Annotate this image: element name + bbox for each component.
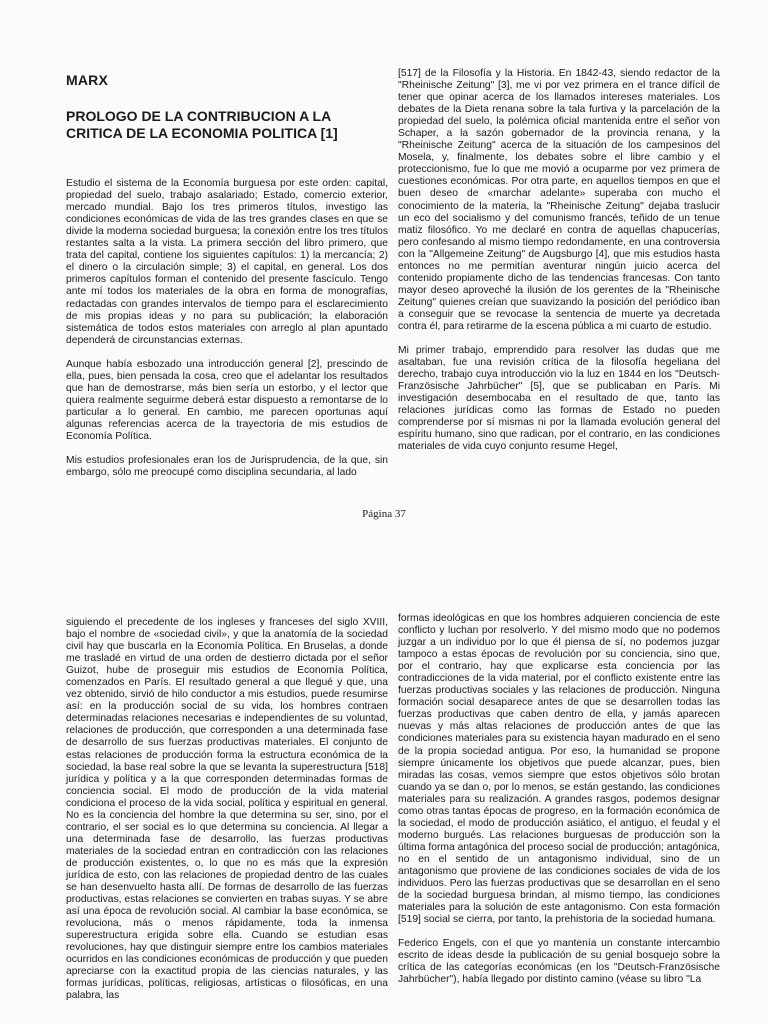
paragraph: Mi primer trabajo, emprendido para resolver las dudas que me asaltaban, fue una revisión crítica de la filosofía hegeliana del derecho, trabajo cuya introducción vio la luz en 1844 en los "Deutsch-Französische Jahrbücher" [5], que se publicaban en París. Mi investigación desembocaba en el resultado de que, tanto las relaciones jurídicas como las formas de Estado no pueden comprenderse por sí mismas ni por la llamada evolución general del espíritu humano, sino que radican, por el contrario, en las condiciones materiales de vida cuyo conjunto resume Hegel, (398, 345, 720, 453)
paragraph: Federico Engels, con el que yo mantenía un constante intercambio escrito de ideas desde la publicación de su genial bosquejo sobre la crítica de las categorías económicas (en los "Deutsch-Französische Jahrbücher"), había llegado por distinto camino (véase su libro "La (398, 938, 720, 986)
paragraph: [517] de la Filosofía y la Historia. En 1842-43, siendo redactor de la "Rheinische Zeitung" [3], me vi por vez primera en el trance difícil de tener que opinar acerca de los llamados intereses materiales. Los debates de la Dieta renana sobre la tala furtiva y la parcelación de la propiedad del suelo, la polémica oficial mantenida entre el señor von Schaper, a la sazón gobernador de la provincia renana, y la "Rheinische Zeitung" acerca de la situación de los campesinos del Mosela, y, finalmente, los debates sobre el libre cambio y el proteccionismo, fue lo que me movió a ocuparme por vez primera de cuestiones económicas. Por otra parte, en aquellos tiempos en que el buen deseo de «marchar adelante» superaba con mucho el conocimiento de la materia, la "Rheinische Zeitung" dejaba traslucir un eco del socialismo y del comunismo francés, teñido de un tenue matiz filosófico. Yo me declaré en contra de aquellas chapucerías, pero confesando al mismo tiempo redondamente, en una controversia con la "Allgemeine Zeitung" de Augsburgo [4], que mis estudios hasta entonces no me permitían aventurar ningún juicio acerca del contenido propiamente dicho de las tendencias francesas. Con tanto mayor deseo aproveché la ilusión de los gerentes de la "Rheinische Zeitung" quienes creían que suavizando la posición del periódico iban a conseguir que se revocase la sentencia de muerte ya decretada contra él, para retirarme de la escena pública a mi cuarto de estudio. (398, 68, 720, 332)
document-title: PROLOGO DE LA CONTRIBUCION A LA CRITICA DE LA ECONOMIA POLITICA [1] (66, 108, 338, 142)
left-column-bottom (66, 617, 388, 1015)
page-number: Página 37 (362, 508, 406, 520)
left-column-top (66, 74, 388, 491)
paragraph: formas ideológicas en que los hombres adquieren conciencia de este conflicto y luchan por resolverlo. Y del mismo modo que no podemos juzgar a un individuo por lo que él piensa de sí, no podemos juzgar tampoco a estas épocas de revolución por su conciencia, sino que, por el contrario, hay que explicarse esta conciencia por las contradicciones de la vida material, por el conflicto existente entre las fuerzas productivas sociales y las relaciones de producción. Ninguna formación social desaparece antes de que se desarrollen todas las fuerzas productivas que caben dentro de ella, y jamás aparecen nuevas y más altas relaciones de producción antes de que las condiciones materiales para su existencia hayan madurado en el seno de la propia sociedad antigua. Por eso, la humanidad se propone siempre únicamente los objetivos que puede alcanzar, pues, bien miradas las cosas, vemos siempre que estos objetivos sólo brotan cuando ya se dan o, por lo menos, se están gestando, las condiciones materiales para su realización. A grandes rasgos, podemos designar como otras tantas épocas de progreso, en la formación económica de la sociedad, el modo de producción asiático, el antiguo, el feudal y el moderno burgués. Las relaciones burguesas de producción son la última forma antagónica del proceso social de producción; antagónica, no en el sentido de un antagonismo individual, sino de un antagonismo que proviene de las condiciones sociales de vida de los individuos. Pero las fuerzas productivas que se desarrollan en el seno de la sociedad burguesa brindan, al mismo tiempo, las condiciones materiales para la solución de este antagonismo. Con esta formación [519] social se cierra, por tanto, la prehistoria de la sociedad humana. (398, 613, 720, 926)
right-column-top (398, 68, 720, 465)
paragraph: siguiendo el precedente de los ingleses y franceses del siglo XVIII, bajo el nombre de «sociedad civil», y que la anatomía de la sociedad civil hay que buscarla en la Economía Política. En Bruselas, a donde me trasladé en virtud de una orden de destierro dictada por el señor Guizot, hube de proseguir mis estudios de Economía Política, comenzados en París. El resultado general a que llegué y que, una vez obtenido, sirvió de hilo conductor a mis estudios, puede resumirse así: en la producción social de su vida, los hombres contraen determinadas relaciones necesarias e independientes de su voluntad, relaciones de producción, que corresponden a una determinada fase de desarrollo de sus fuerzas productivas materiales. El conjunto de estas relaciones de producción forma la estructura económica de la sociedad, la base real sobre la que se levanta la superestructura [518] jurídica y política y a la que corresponden determinadas formas de conciencia social. El modo de producción de la vida material condiciona el proceso de la vida social, política y espiritual en general. No es la conciencia del hombre la que determina su ser, sino, por el contrario, el ser social es lo que determina su conciencia. Al llegar a una determinada fase de desarrollo, las fuerzas productivas materiales de la sociedad entran en contradicción con las relaciones de producción existentes, o, lo que no es más que la expresión jurídica de esto, con las relaciones de propiedad dentro de las cuales se han desenvuelto hasta allí. De formas de desarrollo de las fuerzas productivas, estas relaciones se convierten en trabas suyas. Y se abre así una época de revolución social. Al cambiar la base económica, se revoluciona, más o menos rápidamente, toda la inmensa superestructura erigida sobre ella. Cuando se estudian esas revoluciones, hay que distinguir siempre entre los cambios materiales ocurridos en las condiciones económicas de producción y que pueden apreciarse con la exactitud propia de las ciencias naturales, y las formas jurídicas, políticas, religiosas, artísticas o filosóficas, en una palabra, las (66, 617, 388, 1002)
paragraph: Mis estudios profesionales eran los de Jurisprudencia, de la que, sin embargo, sólo me preocupé como disciplina secundaria, al lado (66, 455, 388, 479)
right-column-bottom (398, 613, 720, 998)
author-heading: MARX (66, 72, 109, 88)
paragraph: Estudio el sistema de la Economía burguesa por este orden: capital, propiedad del suelo, trabajo asalariado; Estado, comercio exterior, mercado mundial. Bajo los tres primeros títulos, investigo las condiciones económicas de vida de las tres grandes clases en que se divide la moderna sociedad burguesa; la conexión entre los tres títulos restantes salta a la vista. La primera sección del libro primero, que trata del capital, contiene los siguientes capítulos: 1) la mercancía; 2) el dinero o la circulación simple; 3) el capital, en general. Los dos primeros capítulos forman el contenido del presente fascículo. Tengo ante mí todos los materiales de la obra en forma de monografías, redactadas con grandes intervalos de tiempo para el esclarecimiento de mis propias ideas y no para su publicación; la elaboración sistemática de todos estos materiales con arreglo al plan apuntado dependerá de circunstancias externas. (66, 178, 388, 346)
paragraph: Aunque había esbozado una introducción general [2], prescindo de ella, pues, bien pensada la cosa, creo que el adelantar los resultados que han de demostrarse, más bien sería un estorbo, y el lector que quiera realmente seguirme deberá estar dispuesto a remontarse de lo particular a lo general. En cambio, me parecen oportunas aquí algunas referencias acerca de la trayectoria de mis estudios de Economía Política. (66, 358, 388, 442)
